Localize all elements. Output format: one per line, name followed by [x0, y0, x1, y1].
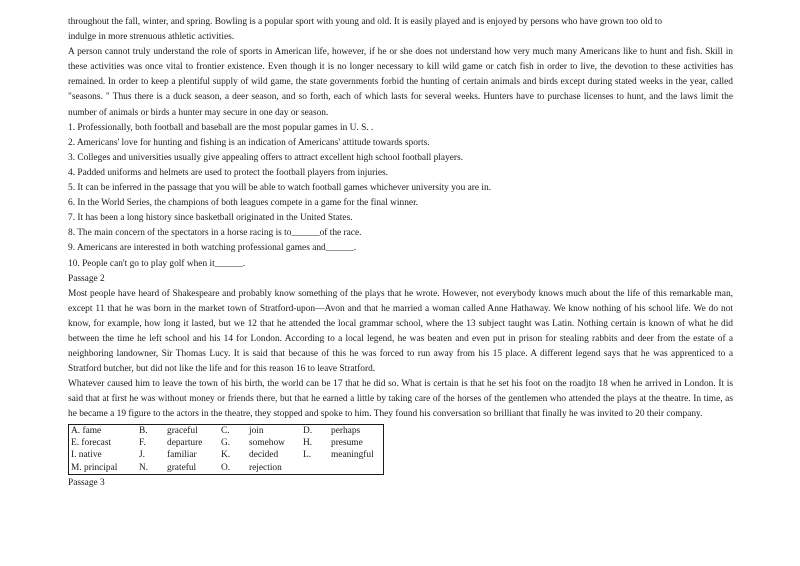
table-cell: graceful [167, 425, 198, 436]
table-cell: join [249, 425, 264, 436]
passage-3-title: Passage 3 [68, 478, 105, 489]
question-list [68, 121, 733, 272]
table-cell: departure [167, 437, 203, 448]
table-cell: H. [303, 437, 313, 448]
table-cell: C. [221, 425, 230, 436]
passage-2-paragraph-2: Whatever caused him to leave the town of his birth, the world can be 17 that he did so. What is certain is that he set his foot on the roadjto 18 when he arrived in London. It is said that at first he was without money or friends there, but that he earned a little by taking care of the horses of the gentlemen who attended the plays at the theatre. In time, as he became a 19 figure to the actors in the theatre, they stopped and spoke to him. They found his conversation so brilliant that finally he was invited to 20 their company. [68, 379, 733, 420]
table-cell: G. [221, 437, 231, 448]
word-bank-table [68, 424, 384, 476]
table-cell: A. fame [71, 425, 102, 436]
table-cell: meaningful [331, 450, 374, 461]
table-cell: O. [221, 462, 231, 473]
table-cell: L. [303, 450, 312, 461]
table-cell [329, 462, 384, 475]
document-page [68, 15, 733, 491]
table-cell: perhaps [331, 425, 361, 436]
table-cell: decided [249, 450, 279, 461]
table-row [69, 449, 384, 461]
table-cell: rejection [249, 462, 282, 473]
question-item: 2. Americans' love for hunting and fishing is an indication of Americans' attitude towards sports. [68, 137, 430, 148]
table-cell: somehow [249, 437, 285, 448]
question-item: 5. It can be inferred in the passage that you will be able to watch football games whichever university you are in. [68, 183, 492, 194]
table-cell: familiar [167, 450, 197, 461]
question-item: 8. The main concern of the spectators in a horse racing is to______of the race. [68, 228, 362, 239]
intro-line: throughout the fall, winter, and spring. Bowling is a popular sport with young and old. It is easily played and is enjoyed by persons who have grown too old to [68, 17, 663, 27]
table-cell: J. [139, 450, 145, 461]
table-cell: E. forecast [71, 437, 112, 448]
table-cell: B. [139, 425, 148, 436]
question-item: 1. Professionally, both football and baseball are the most popular games in U. S. . [68, 122, 374, 133]
table-cell: presume [331, 437, 363, 448]
table-cell: N. [139, 462, 149, 473]
table-cell [301, 462, 329, 475]
table-row [69, 462, 384, 475]
table-cell: M. principal [71, 462, 118, 473]
table-cell: grateful [167, 462, 197, 473]
question-item: 3. Colleges and universities usually give appealing offers to attract excellent high school football players. [68, 152, 464, 163]
question-item: 4. Padded uniforms and helmets are used to protect the football players from injuries. [68, 167, 388, 178]
question-item: 7. It has been a long history since basketball originated in the United States. [68, 213, 353, 224]
intro-line: indulge in more strenuous athletic activities. [68, 32, 235, 43]
passage-2-paragraph-1: Most people have heard of Shakespeare and probably know something of the plays that he wrote. However, not everybody knows much about the life of this remarkable man, except 11 that he was born in the market town of Stratford-upon—Avon and that he married a woman called Anne Hathaway. We know nothing of his school life. We do not know, for example, how long it lasted, but we 12 that he attended the local grammar school, where the 13 subject taught was Latin. Nothing certain is known of what he did between the time he left school and his 14 for London. According to a local legend, he was beaten and even put in prison for stealing rabbits and deer from the estate of a neighboring landowner, Sir Thomas Lucy. It is said that because of this he was forced to run away from his 15 place. A different legend says that he was apprenticed to a Stratford butcher, but did not like the life and for this reason 16 to leave Stratford. [68, 288, 733, 375]
question-item: 9. Americans are interested in both watching professional games and______. [68, 243, 357, 254]
table-cell: I. native [71, 450, 102, 461]
question-item: 10. People can't go to play golf when it______. [68, 258, 246, 269]
table-cell: D. [303, 425, 313, 436]
hunting-paragraph: A person cannot truly understand the role of sports in American life, however, if he or she does not understand how very much many Americans like to hunt and fish. Skill in these activities was once vital to frontier existence. Even though it is no longer necessary to kill wild game or catch fish in order to live, the devotion to these activities has remained. In order to keep a plentiful supply of wild game, the state governments forbid the hunting of certain animals and birds except during stated weeks in the year, called "seasons. " Thus there is a duck season, a deer season, and so forth, each of which lasts for several weeks. Hunters have to purchase licenses to hunt, and the laws limit the number of animals or birds a hunter may secure in one day or season. [68, 47, 733, 118]
table-cell: K. [221, 450, 231, 461]
table-row [69, 424, 384, 437]
table-row [69, 437, 384, 449]
table-cell: F. [139, 437, 146, 448]
question-item: 6. In the World Series, the champions of both leagues compete in a game for the final winner. [68, 198, 419, 209]
passage-2-title: Passage 2 [68, 273, 105, 284]
